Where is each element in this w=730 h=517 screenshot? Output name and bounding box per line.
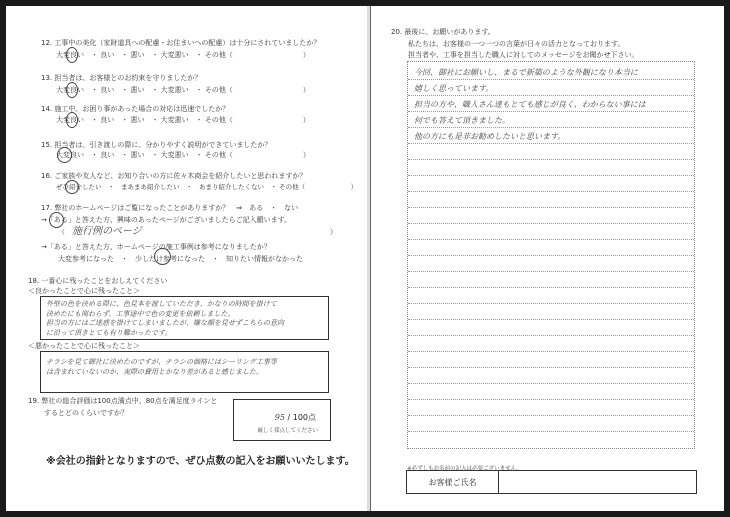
question-20-line2: 私たちは、お客様の一つ一つの言葉が日々の活力となっております。 xyxy=(408,40,625,48)
good-memory-box xyxy=(40,296,329,340)
good-memory-label: ＜良かったことで心に残ったこと＞ xyxy=(28,287,140,295)
question-17: 17. 弊社のホームページはご覧になったことがありますか？ ⇒ ある ・ ない xyxy=(41,204,299,212)
question-15-options: 大変良い ・ 良い ・ 悪い ・ 大変悪い ・ その他（ ） xyxy=(56,151,310,159)
selection-circle-q16 xyxy=(65,180,79,194)
question-17-sub1: →「ある」と答えた方、興味のあったページがございましたらご記入願います。 xyxy=(41,216,292,224)
message-line-2: 嬉しく思っています。 xyxy=(414,84,494,93)
question-14: 14. 施工中、お困り事があった場合の対応は迅速でしたか？ xyxy=(41,105,230,113)
question-17-options: 大変参考になった ・ 少しだけ参考になった ・ 知りたい情報がなかった xyxy=(58,255,303,263)
question-13: 13. 担当者は、お客様とのお約束を守りましたか？ xyxy=(41,74,202,82)
question-12-options: 大変良い ・ 良い ・ 悪い ・ 大変悪い ・ その他（ ） xyxy=(56,51,310,59)
message-line-1: 今回、御社にお願いし、まるで新築のような外観になり本当に xyxy=(414,68,638,77)
question-18: 18. 一番心に残ったことをおしえてください xyxy=(28,277,168,285)
customer-name-field[interactable] xyxy=(499,471,696,493)
question-17-answer-close: ） xyxy=(330,228,337,236)
selection-circle-q14 xyxy=(66,112,78,128)
question-16-options: ぜひ紹介したい ・ まあまあ紹介したい ・ あまり紹介したくない ・ その他（ ） xyxy=(56,183,358,191)
customer-name-label: お客様ご氏名 xyxy=(407,471,499,493)
question-19-line2: するとどのくらいですか？ xyxy=(44,409,128,417)
question-19-line1: 19. 弊社の総合評価は100点満点中、80点を満足度ラインと xyxy=(28,397,218,405)
message-area[interactable] xyxy=(407,61,695,449)
good-memory-text: 外壁の色を決める際に、色見本を渡していただき、かなりの時間を掛けて 決めたにも関わらず、工事途中で色の変更を依頼しました。 担当の方にはご迷惑を掛けてしまいましたが、嫌な顔を見せずこちらの意向 に沿って頂きとても有り難かったです。 xyxy=(46,300,284,337)
question-17-answer-open: （ xyxy=(58,228,65,236)
score-suffix: / 100点 xyxy=(287,413,316,422)
question-13-options: 大変良い ・ 良い ・ 悪い ・ 大変悪い ・ その他（ ） xyxy=(56,86,310,94)
question-17-sub2: →「ある」と答えた方、ホームページの施工事例は参考になりましたか？ xyxy=(41,243,271,251)
score-box xyxy=(233,399,331,441)
selection-circle-q13 xyxy=(66,82,78,98)
bad-memory-box xyxy=(40,351,329,393)
name-note: ※必ずしもお名前の記入は必要ございません。 xyxy=(407,466,522,472)
question-12: 12. 工事中の美化（家財道具への配慮・お住まいへの配慮）は十分にされていましたか？ xyxy=(41,39,321,47)
customer-name-table xyxy=(406,470,697,494)
question-20-line3: 担当者や、工事を担当した職人に対してのメッセージをお聞かせ下さい。 xyxy=(408,51,639,59)
score-value: 95 xyxy=(274,413,285,422)
selection-circle-q15 xyxy=(57,147,72,163)
notice-text: ※会社の指針となりますので、ぜひ点数の記入をお願いいたします。 xyxy=(46,456,355,467)
selection-circle-q17 xyxy=(49,212,64,228)
question-20-line1: 20. 最後に、お願いがあります。 xyxy=(391,28,495,36)
score-value-wrap xyxy=(275,412,316,423)
score-note: 厳しく採点してください xyxy=(257,428,318,434)
question-15: 15. 担当者は、引き渡しの際に、分かりやすく説明ができていましたか？ xyxy=(41,141,272,149)
message-line-3: 担当の方や、職人さん達もとても感じが良く、わからない事には xyxy=(414,100,646,109)
message-line-4: 何でも答えて頂きました。 xyxy=(414,116,510,125)
question-14-options: 大変良い ・ 良い ・ 悪い ・ 大変悪い ・ その他（ ） xyxy=(56,116,310,124)
question-16: 16. ご家族や友人など、お知り合いの方に佐々木商会を紹介したいと思われますか？ xyxy=(41,172,307,180)
message-line-5: 他の方にも是非お勧めしたいと思います。 xyxy=(414,132,566,141)
selection-circle-q17b xyxy=(154,248,171,265)
bad-memory-label: ＜悪かったことで心に残ったこと＞ xyxy=(28,342,140,350)
question-17-answer: 施行例のページ xyxy=(72,226,142,237)
bad-memory-text: チラシを見て御社に決めたのですが、チラシの価格にはシーリング工事等 は含まれていないのか、実際の費用とかなり差があると感じました。 xyxy=(46,358,277,376)
selection-circle-q12 xyxy=(66,47,78,63)
